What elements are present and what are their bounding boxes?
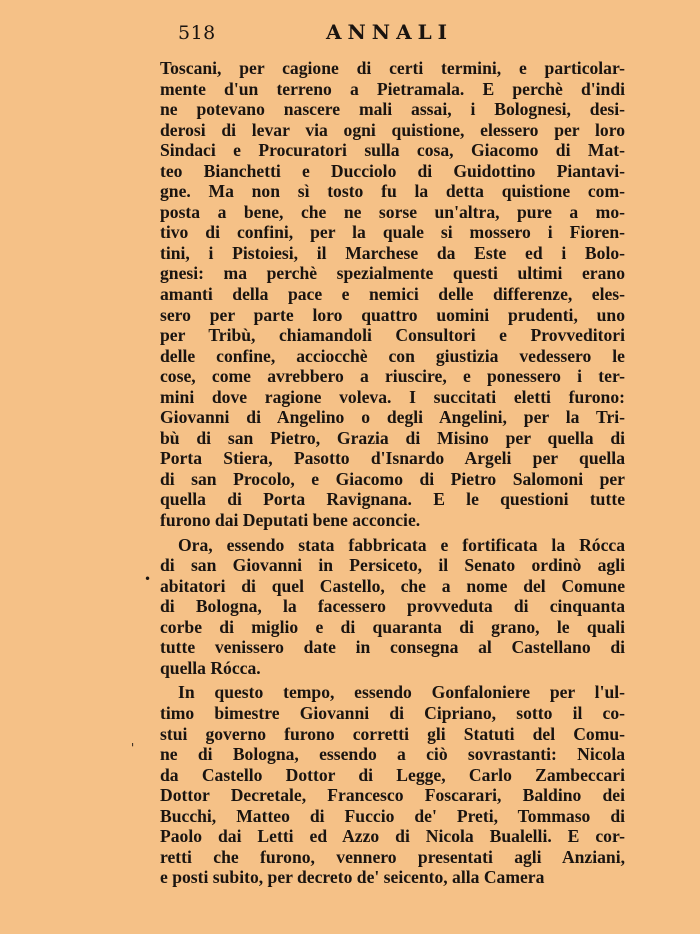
text-line: quella di Porta Ravignana. E le questioni tutte	[160, 489, 625, 510]
page-header	[160, 20, 625, 50]
text-line: Sindaci e Procuratori sulla cosa, Giacomo di Mat-	[160, 140, 625, 161]
text-line: bù di san Pietro, Grazia di Misino per quella di	[160, 427, 625, 448]
paragraph	[160, 535, 625, 679]
text-line: Paolo dai Letti ed Azzo di Nicola Bualelli. E cor-	[160, 826, 625, 847]
text-line: di san Procolo, e Giacomo di Pietro Salomoni per	[160, 468, 625, 489]
body-text	[160, 58, 625, 888]
text-line: cose, come avrebbero a riuscire, e ponessero i ter-	[160, 366, 625, 387]
text-line: retti che furono, vennero presentati agli Anziani,	[160, 846, 625, 867]
text-line: mente d'un terreno a Pietramala. E perchè d'indi	[160, 78, 625, 99]
text-line: delle confine, acciocchè con giustizia vedessero le	[160, 345, 625, 366]
text-line: Toscani, per cagione di certi termini, e particolar-	[160, 58, 625, 78]
page-number: 518	[178, 22, 216, 44]
text-line: corbe di miglio e di quaranta di grano, le quali	[160, 616, 625, 637]
text-line: amanti della pace e nemici delle differenze, eles-	[160, 284, 625, 305]
text-line: e posti subito, per decreto de' seicento, alla Camera	[160, 867, 545, 888]
text-line: tini, i Pistoiesi, il Marchese da Este ed i Bolo-	[160, 242, 625, 263]
text-line: timo bimestre Giovanni di Cipriano, sotto il co-	[160, 702, 625, 723]
text-line: di Bologna, la facessero provveduta di cinquanta	[160, 596, 625, 617]
text-line: In questo tempo, essendo Gonfaloniere per l'ul-	[178, 682, 625, 703]
paragraph	[160, 682, 625, 887]
text-line: tutte venissero date in consegna al Castellano di	[160, 637, 625, 658]
text-line: per Tribù, chiamandoli Consultori e Provveditori	[160, 325, 625, 346]
text-line: mini dove ragione voleva. I succitati eletti furono:	[160, 386, 625, 407]
text-line: gnesi: ma perchè spezialmente questi ultimi erano	[160, 263, 625, 284]
text-line: Dottor Decretale, Francesco Foscarari, Baldino dei	[160, 785, 625, 806]
text-line: di san Giovanni in Persiceto, il Senato ordinò agli	[160, 555, 625, 576]
text-line: stui governo furono corretti gli Statuti del Comu-	[160, 723, 625, 744]
text-line: derosi di levar via ogni quistione, elessero per loro	[160, 119, 625, 140]
text-line: Porta Stiera, Pasotto d'Isnardo Argeli per quella	[160, 448, 625, 469]
running-head: ANNALI	[326, 20, 454, 44]
text-line: teo Bianchetti e Ducciolo di Guidottino Piantavi-	[160, 160, 625, 181]
text-line: quella Rócca.	[160, 657, 261, 678]
text-line: da Castello Dottor di Legge, Carlo Zambeccari	[160, 764, 625, 785]
text-line: abitatori di quel Castello, che a nome del Comune	[160, 575, 625, 596]
text-line: Giovanni di Angelino o degli Angelini, per la Tri-	[160, 407, 625, 428]
text-line: Ora, essendo stata fabbricata e fortificata la Rócca	[178, 534, 625, 555]
text-line: ne potevano nascere mali assai, i Bolognesi, desi-	[160, 99, 625, 120]
text-line: gne. Ma non sì tosto fu la detta quistione com-	[160, 181, 625, 202]
text-line: furono dai Deputati bene acconcie.	[160, 510, 421, 531]
paragraph	[160, 58, 625, 531]
text-line: tivo di confini, per la quale si mossero i Fioren-	[160, 222, 625, 243]
margin-mark: '	[131, 741, 135, 755]
margin-mark: •	[144, 572, 152, 586]
text-line: sero per parte loro quattro uomini prudenti, uno	[160, 304, 625, 325]
text-line: Bucchi, Matteo di Fuccio de' Preti, Tommaso di	[160, 805, 625, 826]
text-line: ne di Bologna, essendo a ciò sovrastanti: Nicola	[160, 744, 625, 765]
text-line: posta a bene, che ne sorse un'altra, pure a mo-	[160, 201, 625, 222]
